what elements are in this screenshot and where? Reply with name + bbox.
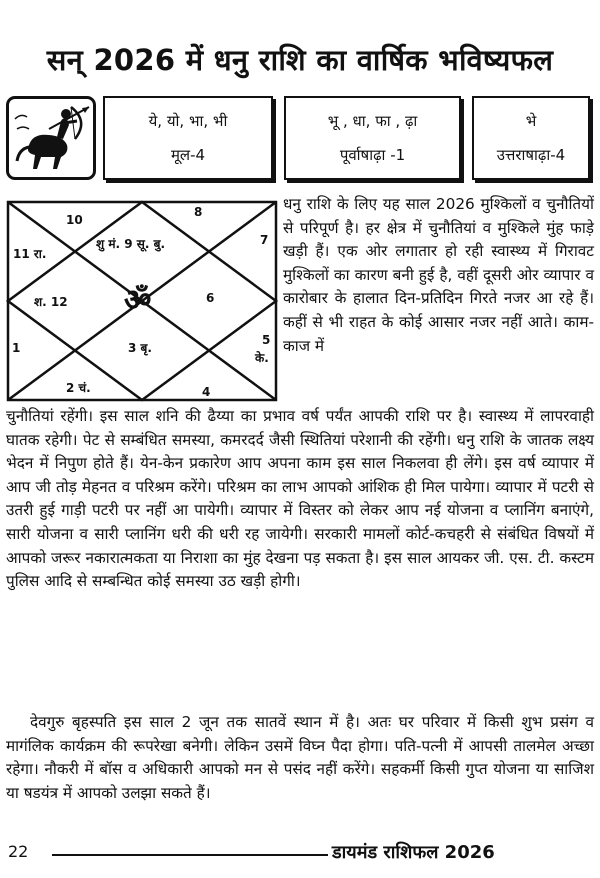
sagittarius-icon (6, 96, 96, 180)
house-2: 2 चं. (66, 381, 91, 395)
house-1: 1 (12, 341, 21, 355)
kundali-chart (6, 200, 278, 402)
paragraph-jupiter: देवगुरु बृहस्पति इस साल 2 जून तक सातवें स्थान में है। अतः घर परिवार में किसी शुभ प्रसंग व मागंलिक कार्यक्रम की रूपरेखा बनेगी। लेकिन उसमें विघ्न पैदा होगा। पति-पत्नी में आपसी तालमेल अच्छा रहेगा। नौकरी में बॉस व अधिकारी आपको मन से पसंद नहीं करेंगे। सहकर्मी किसी गुप्त योजना या साजिश या षडयंत्र में आपको उलझा सकते हैं। (6, 713, 594, 802)
name-letters-box-mool (103, 96, 273, 180)
name-letters: भू , धा, फा , ढ़ा (327, 112, 418, 130)
house-3: 3 बृ. (128, 341, 152, 355)
house-7: 7 (260, 233, 269, 247)
house-11: 11 रा. (13, 247, 47, 261)
house-12: श. 12 (34, 295, 68, 309)
house-9: शु मं. 9 सू. बु. (96, 237, 166, 251)
name-letters-box-uttarashadha (472, 96, 590, 180)
house-8: 8 (194, 205, 203, 219)
name-letters-box-purvashadha (284, 96, 461, 180)
page-number: 22 (8, 842, 29, 861)
house-5: 5 (262, 333, 271, 347)
footer-divider (52, 854, 328, 856)
om-symbol: ॐ (124, 283, 152, 318)
nakshatra-label: मूल-4 (170, 146, 206, 164)
nakshatra-label: उत्तराषाढ़ा-4 (496, 146, 566, 164)
house-10: 10 (66, 213, 83, 227)
book-title: डायमंड राशिफल 2026 (332, 842, 495, 863)
house-5-ketu: के. (255, 351, 269, 365)
house-4: 4 (202, 385, 211, 399)
paragraph-intro: धनु राशि के लिए यह साल 2026 मुश्किलों व चुनौतियों से परिपूर्ण है। हर क्षेत्र में चुनौतियां व मुश्किले मुंह फाड़े खड़ी हैं। एक ओर लगातार हो रही स्वास्थ्य में गिरावट मुश्किलों का कारण बनी हुई है, वहीं दूसरी ओर व्यापार व कारोबार के हालात दिन-प्रतिदिन गिरते नजर आ रहे हैं। कहीं से भी राहत के कोई आसार नजर नहीं आते। काम-काज में (283, 195, 594, 355)
paragraph-main: चुनौतियां रहेंगी। इस साल शनि की ढैय्या का प्रभाव वर्ष पर्यंत आपकी राशि पर है। स्वास्थ्य में लापरवाही घातक रहेगी। पेट से सम्बंधित समस्या, कमरदर्द जैसी स्थितियां परेशानी की रहेंगी। धनु राशि के जातक लक्ष्य भेदन में निपुण होते हैं। येन-केन प्रकारेण आप अपना काम इस साल निकलवा ही लेंगे। इस वर्ष व्यापार में आप जी तोड़ मेहनत व परिश्रम करेंगे। परिश्रम का लाभ आपको आंशिक ही मिल पायेगा। व्यापार में पटरी से उतरी हुई गाड़ी पटरी पर नहीं आ पायेगी। व्यापार में विस्तर को लेकर आप नई योजना व प्लानिंग बनाएंगे, सारी योजना व सारी प्लानिंग धरी की धरी रह जायेगी। सरकारी मामलों कोर्ट-कचहरी से संबंधित विषयों में आपको जरूर नकारात्मकता या निराशा का मुंह देखना पड़ सकता है। इस साल आयकर जी. एस. टी. कस्टम पुलिस आदि से सम्बन्धित कोई समस्या उठ खड़ी होगी। (6, 407, 594, 591)
name-letters: ये, यो, भा, भी (148, 112, 228, 130)
house-6: 6 (206, 291, 215, 305)
nakshatra-label: पूर्वाषाढ़ा -1 (339, 146, 406, 164)
page-title: सन् 2026 में धनु राशि का वार्षिक भविष्यफल (46, 43, 554, 77)
name-letters: भे (525, 112, 537, 130)
page-footer (0, 840, 600, 870)
